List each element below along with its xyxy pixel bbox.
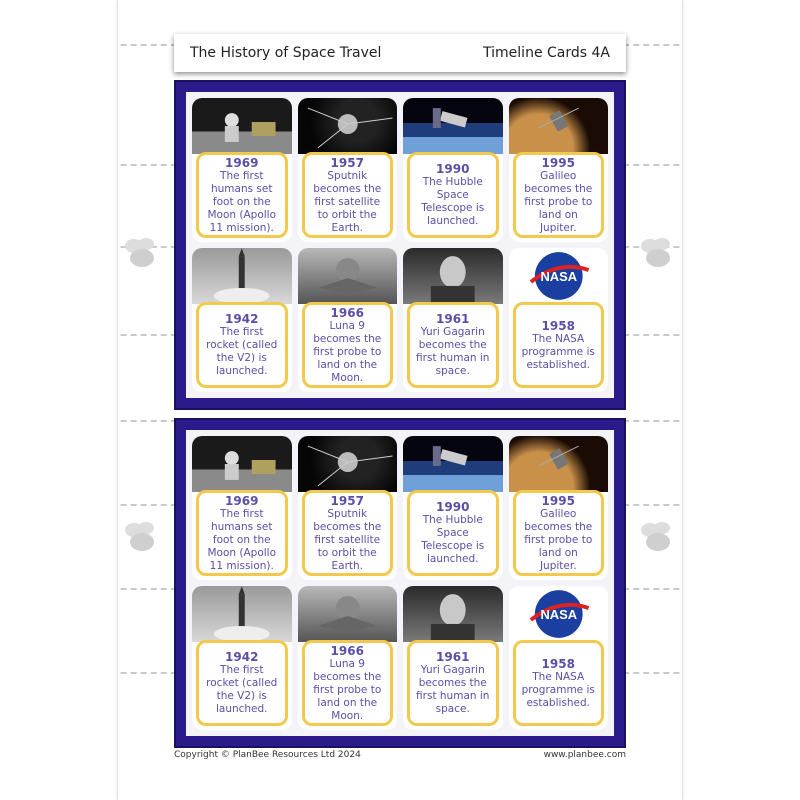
gagarin-portrait-icon [403, 248, 503, 304]
timeline-card [298, 436, 398, 580]
page-footer [174, 750, 626, 760]
card-grid [186, 92, 614, 398]
card-text: Galileo becomes the first probe to land on Jupiter. [524, 169, 593, 234]
v2-rocket-icon [192, 248, 292, 304]
card-year: 1969 [225, 493, 259, 508]
card-text: The NASA programme is established. [521, 332, 595, 371]
page-subtitle: Timeline Cards 4A [483, 45, 610, 61]
card-year: 1966 [330, 643, 364, 658]
card-year: 1966 [330, 305, 364, 320]
card-caption [196, 640, 288, 726]
timeline-card [509, 248, 609, 392]
card-text: Sputnik becomes the first satellite to orbit the Earth. [313, 169, 382, 234]
timeline-card [403, 586, 503, 730]
card-text: The first humans set foot on the Moon (Apollo 11 mission). [207, 169, 277, 234]
card-year: 1942 [225, 650, 259, 664]
copyright-text: Copyright © PlanBee Resources Ltd 2024 [174, 750, 361, 760]
worksheet-page [118, 0, 682, 800]
timeline-card [298, 98, 398, 242]
bee-watermark-icon [636, 520, 676, 554]
page-title: The History of Space Travel [190, 45, 382, 61]
card-year: 1961 [436, 650, 470, 664]
timeline-card [298, 248, 398, 392]
timeline-card [192, 98, 292, 242]
timeline-card [509, 586, 609, 730]
sputnik-icon [298, 98, 398, 154]
timeline-card [509, 436, 609, 580]
card-text: Yuri Gagarin becomes the first human in space. [416, 664, 490, 715]
timeline-card [403, 436, 503, 580]
bee-watermark-icon [120, 520, 160, 554]
timeline-card [298, 586, 398, 730]
card-year: 1958 [541, 318, 575, 333]
nasa-logo-icon [509, 248, 609, 304]
card-year: 1995 [541, 493, 575, 508]
svg-text:NASA: NASA [539, 606, 577, 622]
card-caption [513, 490, 605, 576]
card-year: 1957 [330, 493, 364, 508]
card-caption [513, 152, 605, 238]
card-caption [196, 490, 288, 576]
sputnik-icon [298, 436, 398, 492]
card-year: 1958 [541, 656, 575, 671]
card-year: 1990 [436, 162, 470, 176]
card-text: The Hubble Space Telescope is launched. [421, 514, 485, 565]
card-grid [186, 430, 614, 736]
luna-probe-icon [298, 248, 398, 304]
card-caption [302, 490, 394, 576]
hubble-icon [403, 436, 503, 492]
card-text: The first rocket (called the V2) is launched. [206, 664, 278, 715]
astronaut-moon-icon [192, 436, 292, 492]
page-header [174, 34, 626, 72]
card-caption [302, 152, 394, 238]
timeline-card [192, 586, 292, 730]
card-year: 1957 [330, 155, 364, 170]
luna-probe-icon [298, 586, 398, 642]
timeline-card [403, 248, 503, 392]
card-text: Luna 9 becomes the first probe to land on the Moon. [313, 657, 382, 722]
card-year: 1961 [436, 312, 470, 326]
card-caption [407, 302, 499, 388]
astronaut-moon-icon [192, 98, 292, 154]
card-year: 1969 [225, 155, 259, 170]
hubble-icon [403, 98, 503, 154]
card-text: The first rocket (called the V2) is launched. [206, 326, 278, 377]
timeline-card [509, 98, 609, 242]
card-text: The Hubble Space Telescope is launched. [421, 176, 485, 227]
card-caption [513, 640, 605, 726]
website-link[interactable]: www.planbee.com [543, 750, 626, 760]
card-caption [302, 640, 394, 726]
card-text: Galileo becomes the first probe to land on Jupiter. [524, 507, 593, 572]
card-sheet-2 [174, 418, 626, 748]
card-caption [196, 302, 288, 388]
card-caption [407, 640, 499, 726]
galileo-probe-icon [509, 98, 609, 154]
card-caption [302, 302, 394, 388]
card-caption [513, 302, 605, 388]
card-text: The first humans set foot on the Moon (Apollo 11 mission). [207, 507, 277, 572]
nasa-logo-icon [509, 586, 609, 642]
timeline-card [192, 436, 292, 580]
card-caption [407, 152, 499, 238]
v2-rocket-icon [192, 586, 292, 642]
card-caption [407, 490, 499, 576]
timeline-card [403, 98, 503, 242]
gagarin-portrait-icon [403, 586, 503, 642]
card-text: Sputnik becomes the first satellite to orbit the Earth. [313, 507, 382, 572]
card-year: 1990 [436, 500, 470, 514]
bee-watermark-icon [120, 236, 160, 270]
card-year: 1995 [541, 155, 575, 170]
svg-text:NASA: NASA [539, 268, 577, 284]
timeline-card [192, 248, 292, 392]
card-sheet-1 [174, 80, 626, 410]
card-caption [196, 152, 288, 238]
card-year: 1942 [225, 312, 259, 326]
card-text: The NASA programme is established. [521, 670, 595, 709]
galileo-probe-icon [509, 436, 609, 492]
bee-watermark-icon [636, 236, 676, 270]
card-text: Luna 9 becomes the first probe to land on the Moon. [313, 319, 382, 384]
card-text: Yuri Gagarin becomes the first human in space. [416, 326, 490, 377]
